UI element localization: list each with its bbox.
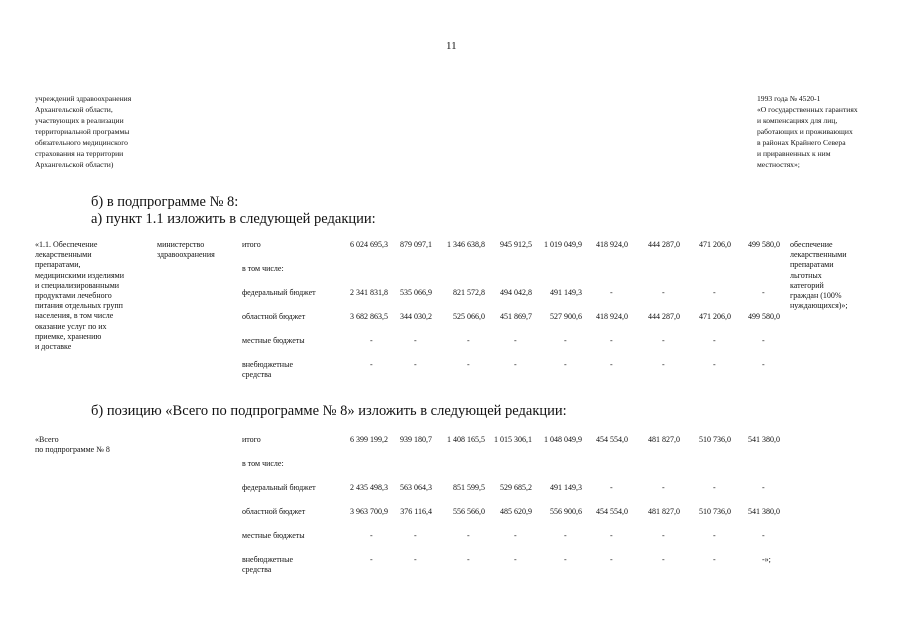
expected-result-line: граждан (100%	[790, 291, 842, 300]
table-cell: -	[564, 555, 567, 564]
table-cell: 485 620,9	[500, 507, 532, 516]
table-cell: -	[370, 555, 373, 564]
table-cell: -	[467, 531, 470, 540]
item-description-line: питания отдельных групп	[35, 301, 123, 311]
table-cell: -	[467, 555, 470, 564]
table-cell: -	[713, 483, 716, 492]
table-cell: 541 380,0	[748, 435, 780, 444]
table-cell: 418 924,0	[596, 312, 628, 321]
table-cell: 525 066,0	[453, 312, 485, 321]
table-cell: -	[514, 360, 517, 369]
top-left-line: территориальной программы	[35, 127, 130, 136]
row-label: в том числе:	[242, 459, 284, 468]
top-right-line: работающих и проживающих	[757, 127, 853, 136]
table-cell: 344 030,2	[400, 312, 432, 321]
table-cell: 499 580,0	[748, 312, 780, 321]
table-cell: 563 064,3	[400, 483, 432, 492]
table-cell: 945 912,5	[500, 240, 532, 249]
table-cell: -	[713, 555, 716, 564]
table-cell: 510 736,0	[699, 435, 731, 444]
expected-result-line: категорий	[790, 280, 824, 290]
table-cell: 418 924,0	[596, 240, 628, 249]
table-cell: -»;	[762, 555, 771, 564]
item-description-line: «1.1. Обеспечение	[35, 240, 98, 249]
table-cell: -	[662, 531, 665, 540]
top-right-line: 1993 года № 4520-1	[757, 94, 821, 103]
table-cell: 2 341 831,8	[350, 288, 388, 297]
top-left-line: учреждений здравоохранения	[35, 94, 132, 103]
expected-result-line: лекарственными	[790, 250, 847, 260]
table-cell: 376 116,4	[400, 507, 432, 516]
row-label: итого	[242, 435, 261, 444]
table-cell: 1 019 049,9	[544, 240, 582, 249]
top-right-line: местностях»;	[757, 160, 800, 169]
table-cell: 471 206,0	[699, 240, 731, 249]
table-cell: -	[514, 531, 517, 540]
table-cell: -	[762, 483, 765, 492]
executor-line: здравоохранения	[157, 250, 215, 259]
heading-subprogram-8: б) в подпрограмме № 8:	[91, 194, 239, 210]
table-cell: 535 066,9	[400, 288, 432, 297]
table-cell: 1 346 638,8	[447, 240, 485, 249]
item-description-line: приемке, хранению	[35, 331, 102, 341]
row-label: в том числе:	[242, 264, 284, 273]
top-right-line: «О государственных гарантиях	[757, 105, 858, 114]
table-cell: 939 180,7	[400, 435, 432, 444]
table-cell: -	[564, 360, 567, 369]
expected-result-line: нуждающихся)»;	[790, 301, 848, 311]
item-description-line: «Всего	[35, 435, 59, 444]
table-cell: 444 287,0	[648, 240, 680, 249]
table-cell: 1 048 049,9	[544, 435, 582, 444]
executor-line: министерство	[157, 240, 205, 249]
table-cell: 491 149,3	[550, 483, 582, 492]
item-description-line: оказание услуг по их	[35, 321, 107, 331]
table-cell: -	[610, 336, 613, 345]
top-left-line: Архангельской области,	[35, 105, 113, 114]
row-label: областной бюджет	[242, 312, 306, 321]
table-cell: 454 554,0	[596, 435, 628, 444]
item-description-line: населения, в том числе	[35, 311, 114, 321]
table-cell: 2 435 498,3	[350, 483, 388, 492]
table-cell: -	[713, 288, 716, 297]
table-cell: 444 287,0	[648, 312, 680, 321]
table-cell: 491 149,3	[550, 288, 582, 297]
table-cell: 1 015 306,1	[494, 435, 532, 444]
table-cell: -	[610, 555, 613, 564]
row-label: внебюджетные	[242, 360, 293, 369]
table-cell: -	[762, 360, 765, 369]
table-cell: -	[662, 555, 665, 564]
table-cell: 541 380,0	[748, 507, 780, 516]
table-cell: -	[467, 360, 470, 369]
table-cell: -	[610, 531, 613, 540]
expected-result-line: обеспечение	[790, 240, 833, 249]
row-label: внебюджетные	[242, 555, 293, 564]
table-cell: -	[713, 360, 716, 369]
item-description-line: продуктами лечебного	[35, 291, 112, 300]
top-right-line: в районах Крайнего Севера	[757, 138, 846, 147]
table-cell: 481 827,0	[648, 507, 680, 516]
table-cell: 454 554,0	[596, 507, 628, 516]
row-label: итого	[242, 240, 261, 249]
table-cell: -	[414, 555, 417, 564]
table-cell: -	[713, 531, 716, 540]
heading-total: б) позицию «Всего по подпрограмме № 8» изложить в следующей редакции:	[91, 403, 567, 419]
table-cell: 879 097,1	[400, 240, 432, 249]
table-cell: -	[662, 288, 665, 297]
item-description-line: и специализированными	[35, 280, 120, 290]
table-cell: 499 580,0	[748, 240, 780, 249]
table-cell: -	[564, 336, 567, 345]
table-cell: -	[564, 531, 567, 540]
expected-result-line: препаратами	[790, 260, 834, 270]
table-cell: -	[370, 336, 373, 345]
table-cell: 1 408 165,5	[447, 435, 485, 444]
table-cell: -	[414, 336, 417, 345]
table-cell: -	[514, 336, 517, 345]
row-label: федеральный бюджет	[242, 288, 316, 297]
table-cell: -	[762, 531, 765, 540]
top-right-line: и компенсациях для лиц,	[757, 116, 838, 125]
table-cell: -	[370, 360, 373, 369]
table-cell: -	[610, 288, 613, 297]
table-cell: 556 900,6	[550, 507, 582, 516]
table-cell: 556 566,0	[453, 507, 485, 516]
table-cell: 527 900,6	[550, 312, 582, 321]
table-cell: 451 869,7	[500, 312, 532, 321]
table-cell: 529 685,2	[500, 483, 532, 492]
table-cell: -	[662, 336, 665, 345]
table-cell: -	[514, 555, 517, 564]
table-cell: 494 042,8	[500, 288, 532, 297]
row-label: средства	[242, 565, 272, 574]
top-left-line: участвующих в реализации	[35, 116, 124, 125]
top-left-line: Архангельской области)	[35, 160, 114, 169]
item-description-line: медицинскими изделиями	[35, 270, 124, 280]
table-cell: 3 682 863,5	[350, 312, 388, 321]
table-cell: -	[610, 360, 613, 369]
table-cell: -	[762, 288, 765, 297]
row-label: местные бюджеты	[242, 336, 305, 345]
table-cell: 821 572,8	[453, 288, 485, 297]
row-label: областной бюджет	[242, 507, 306, 516]
table-cell: -	[662, 483, 665, 492]
row-label: федеральный бюджет	[242, 483, 316, 492]
table-cell: 6 399 199,2	[350, 435, 388, 444]
table-cell: -	[762, 336, 765, 345]
item-description-line: лекарственными	[35, 250, 92, 260]
table-cell: -	[414, 531, 417, 540]
table-cell: -	[610, 483, 613, 492]
table-cell: -	[467, 336, 470, 345]
table-cell: -	[662, 360, 665, 369]
item-description-line: по подпрограмме № 8	[35, 445, 110, 455]
row-label: средства	[242, 370, 272, 379]
page-number: 11	[446, 40, 457, 52]
item-description-line: препаратами,	[35, 260, 81, 270]
table-cell: 481 827,0	[648, 435, 680, 444]
top-left-line: страхования на территории	[35, 149, 124, 158]
table-cell: 6 024 695,3	[350, 240, 388, 249]
item-description-line: и доставке	[35, 342, 72, 351]
heading-item-1-1: а) пункт 1.1 изложить в следующей редакции:	[91, 211, 376, 227]
table-cell: -	[414, 360, 417, 369]
table-cell: 3 963 700,9	[350, 507, 388, 516]
table-cell: 510 736,0	[699, 507, 731, 516]
top-left-line: обязательного медицинского	[35, 138, 128, 147]
expected-result-line: льготных	[790, 270, 822, 280]
table-cell: 851 599,5	[453, 483, 485, 492]
top-right-line: и приравненных к ним	[757, 149, 831, 158]
table-cell: -	[713, 336, 716, 345]
table-cell: 471 206,0	[699, 312, 731, 321]
row-label: местные бюджеты	[242, 531, 305, 540]
table-cell: -	[370, 531, 373, 540]
